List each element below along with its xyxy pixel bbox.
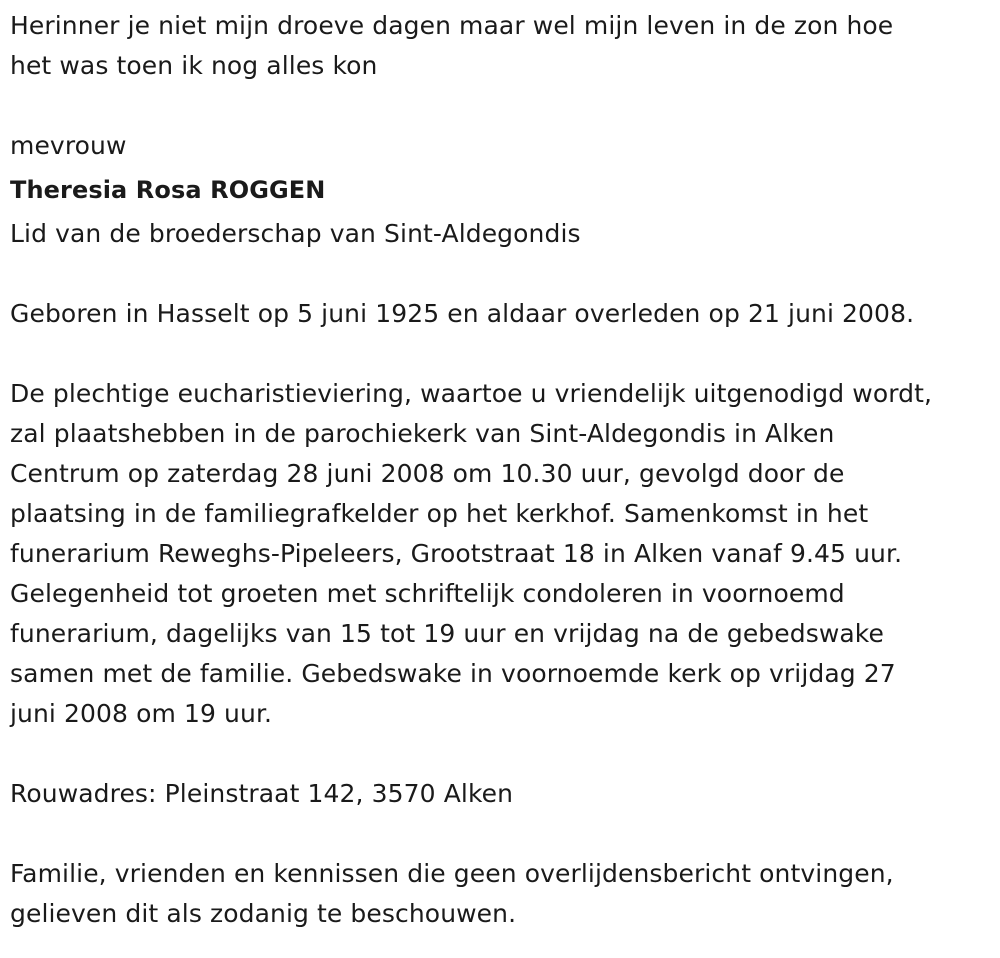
quote-line: het was toen ik nog alles kon	[10, 51, 378, 80]
spacer	[10, 734, 995, 774]
salutation: mevrouw	[10, 131, 127, 160]
spacer	[10, 814, 995, 854]
closing-line: Familie, vrienden en kennissen die geen overlijdensbericht ontvingen,	[10, 859, 894, 888]
spacer	[10, 254, 995, 294]
ceremony-block	[10, 374, 995, 734]
deceased-name: Theresia Rosa ROGGEN	[10, 176, 326, 204]
mourning-address: Rouwadres: Pleinstraat 142, 3570 Alken	[10, 779, 514, 808]
closing-line: gelieven dit als zodanig te beschouwen.	[10, 899, 517, 928]
quote-line: Herinner je niet mijn droeve dagen maar wel mijn leven in de zon hoe	[10, 11, 894, 40]
ceremony-line: De plechtige eucharistieviering, waartoe u vriendelijk uitgenodigd wordt,	[10, 379, 933, 408]
spacer	[10, 86, 995, 126]
ceremony-line: zal plaatshebben in de parochiekerk van Sint-Aldegondis in Alken	[10, 419, 835, 448]
birth-death-text: Geboren in Hasselt op 5 juni 1925 en aldaar overleden op 21 juni 2008.	[10, 299, 915, 328]
ceremony-line: samen met de familie. Gebedswake in voornoemde kerk op vrijdag 27	[10, 659, 896, 688]
death-notice	[10, 6, 995, 934]
membership: Lid van de broederschap van Sint-Aldegondis	[10, 219, 581, 248]
spacer	[10, 334, 995, 374]
quote-block	[10, 6, 995, 86]
closing-block	[10, 854, 995, 934]
ceremony-line: plaatsing in de familiegrafkelder op het kerkhof. Samenkomst in het	[10, 499, 869, 528]
ceremony-line: Centrum op zaterdag 28 juni 2008 om 10.30 uur, gevolgd door de	[10, 459, 845, 488]
ceremony-line: juni 2008 om 19 uur.	[10, 699, 273, 728]
ceremony-line: funerarium Reweghs-Pipeleers, Grootstraat 18 in Alken vanaf 9.45 uur.	[10, 539, 903, 568]
ceremony-line: Gelegenheid tot groeten met schriftelijk condoleren in voornoemd	[10, 579, 845, 608]
ceremony-line: funerarium, dagelijks van 15 tot 19 uur en vrijdag na de gebedswake	[10, 619, 884, 648]
